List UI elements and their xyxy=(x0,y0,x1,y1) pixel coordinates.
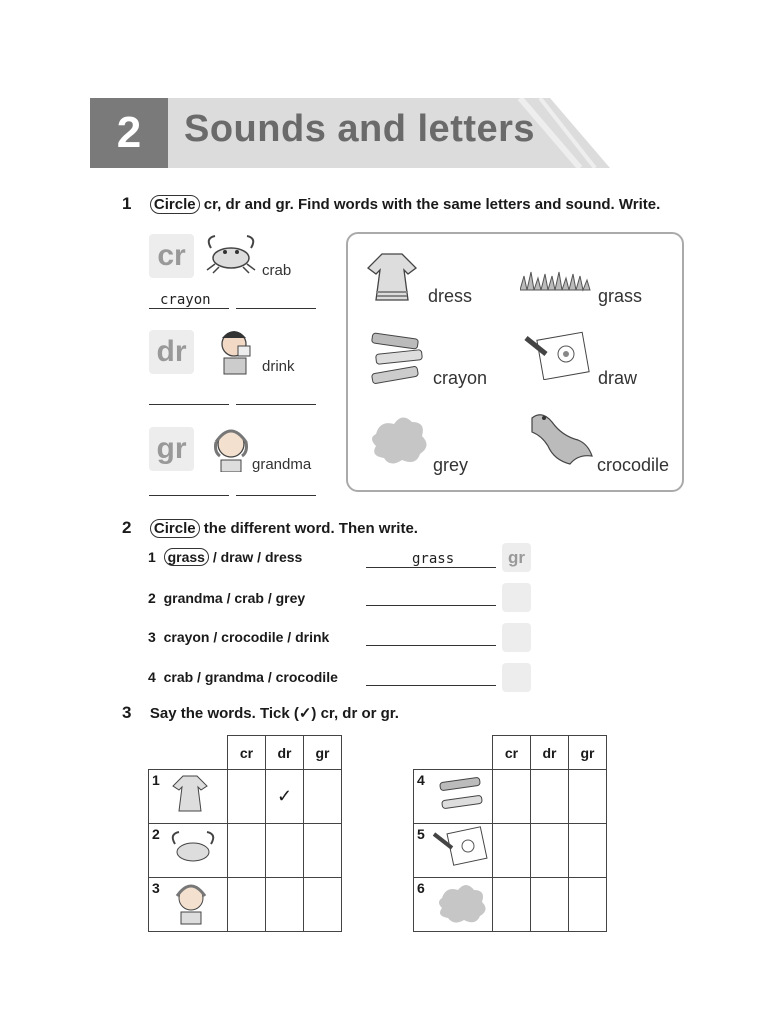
col-cr: cr xyxy=(228,736,266,770)
drawing-icon xyxy=(414,824,492,872)
q3-table-right xyxy=(413,735,607,932)
crayons-icon xyxy=(368,330,428,386)
q2-circle-word: Circle xyxy=(150,519,200,538)
tick-cell[interactable] xyxy=(569,878,607,932)
q2-number: 2 xyxy=(122,518,132,537)
tick-cell[interactable] xyxy=(266,878,304,932)
tick-cell[interactable] xyxy=(569,770,607,824)
dress-icon xyxy=(364,252,420,302)
q2-row-1: 1 grass / draw / dress xyxy=(148,549,303,565)
picture-cell: 3 xyxy=(149,878,228,932)
col-gr: gr xyxy=(304,736,342,770)
tick-cell[interactable] xyxy=(493,824,531,878)
tick-cell[interactable] xyxy=(304,878,342,932)
bank-draw: draw xyxy=(598,368,638,388)
grey-splodge-icon xyxy=(366,414,432,466)
q1-number: 1 xyxy=(122,194,132,213)
tick-cell[interactable] xyxy=(493,878,531,932)
gr-line-2[interactable] xyxy=(236,495,316,496)
q3-instruction xyxy=(122,703,399,723)
tick-cell[interactable] xyxy=(304,824,342,878)
tick-cell[interactable] xyxy=(531,878,569,932)
tick-cell[interactable] xyxy=(493,770,531,824)
grey-splodge-icon xyxy=(414,878,492,926)
q2-row-4: 4 crab / grandma / crocodile xyxy=(148,669,338,685)
tick-cell[interactable] xyxy=(228,824,266,878)
q2-sound-box-1[interactable]: gr xyxy=(502,543,531,572)
grandma-label: grandma xyxy=(252,456,312,473)
q3-instruction-text: Say the words. Tick (✓) cr, dr or gr. xyxy=(149,705,399,722)
q2-row-2: 2 grandma / crab / grey xyxy=(148,590,306,606)
q1-instruction xyxy=(122,194,660,214)
q2-instruction xyxy=(122,518,418,538)
tile-gr: gr xyxy=(149,427,194,471)
q2-answer-1[interactable]: grass xyxy=(412,551,455,567)
q2-line-1[interactable] xyxy=(366,567,496,568)
boy-drinking-icon xyxy=(210,326,260,376)
unit-title: Sounds and letters xyxy=(184,108,536,150)
dr-line-1[interactable] xyxy=(149,404,229,405)
tick-cell[interactable] xyxy=(569,824,607,878)
bank-crayon: crayon xyxy=(433,368,488,388)
grandma-icon xyxy=(206,424,256,472)
tick-cell[interactable] xyxy=(228,878,266,932)
picture-cell: 5 xyxy=(414,824,493,878)
tile-cr: cr xyxy=(149,234,194,278)
gr-line-1[interactable] xyxy=(149,495,229,496)
tick-cell[interactable] xyxy=(531,770,569,824)
q3-number: 3 xyxy=(122,703,132,722)
q2-line-2[interactable] xyxy=(366,605,496,606)
tile-dr: dr xyxy=(149,330,194,374)
q2-row-1-circled[interactable]: grass xyxy=(164,548,209,566)
dress-icon xyxy=(149,770,227,818)
picture-cell: 1 xyxy=(149,770,228,824)
col-cr: cr xyxy=(493,736,531,770)
q1-circle-word: Circle xyxy=(150,195,200,214)
col-dr: dr xyxy=(266,736,304,770)
drawing-icon xyxy=(522,330,592,380)
crayons-icon xyxy=(414,770,492,818)
bank-crocodile: crocodile xyxy=(597,455,670,475)
grandma-icon xyxy=(149,878,227,926)
drink-label: drink xyxy=(262,358,295,375)
q2-line-4[interactable] xyxy=(366,685,496,686)
q2-sound-box-4[interactable] xyxy=(502,663,531,692)
col-dr: dr xyxy=(531,736,569,770)
q2-line-3[interactable] xyxy=(366,645,496,646)
cr-answer-1[interactable]: crayon xyxy=(160,292,211,308)
bank-grey: grey xyxy=(433,455,469,475)
tick-cell[interactable] xyxy=(228,770,266,824)
bank-grass: grass xyxy=(598,286,643,306)
picture-cell: 2 xyxy=(149,824,228,878)
q2-row-3: 3 crayon / crocodile / drink xyxy=(148,629,330,645)
picture-cell: 4 xyxy=(414,770,493,824)
unit-number: 2 xyxy=(90,98,168,168)
grass-icon xyxy=(520,262,600,292)
crab-icon xyxy=(149,824,227,872)
tick-cell[interactable] xyxy=(304,770,342,824)
q3-table-left xyxy=(148,735,342,932)
dr-line-2[interactable] xyxy=(236,404,316,405)
col-gr: gr xyxy=(569,736,607,770)
cr-line-2[interactable] xyxy=(236,308,316,309)
q2-sound-box-3[interactable] xyxy=(502,623,531,652)
picture-cell: 6 xyxy=(414,878,493,932)
crocodile-icon xyxy=(526,408,594,472)
tick-cell[interactable]: ✓ xyxy=(266,770,304,824)
q2-instruction-text: the different word. Then write. xyxy=(203,520,418,537)
tick-cell[interactable] xyxy=(531,824,569,878)
q1-instruction-text: cr, dr and gr. Find words with the same letters and sound. Write. xyxy=(203,196,661,213)
bank-dress: dress xyxy=(428,286,473,306)
tick-cell[interactable] xyxy=(266,824,304,878)
cr-line-1[interactable] xyxy=(149,308,229,309)
q2-sound-box-2[interactable] xyxy=(502,583,531,612)
crab-icon xyxy=(203,234,259,274)
crab-label: crab xyxy=(262,262,292,279)
